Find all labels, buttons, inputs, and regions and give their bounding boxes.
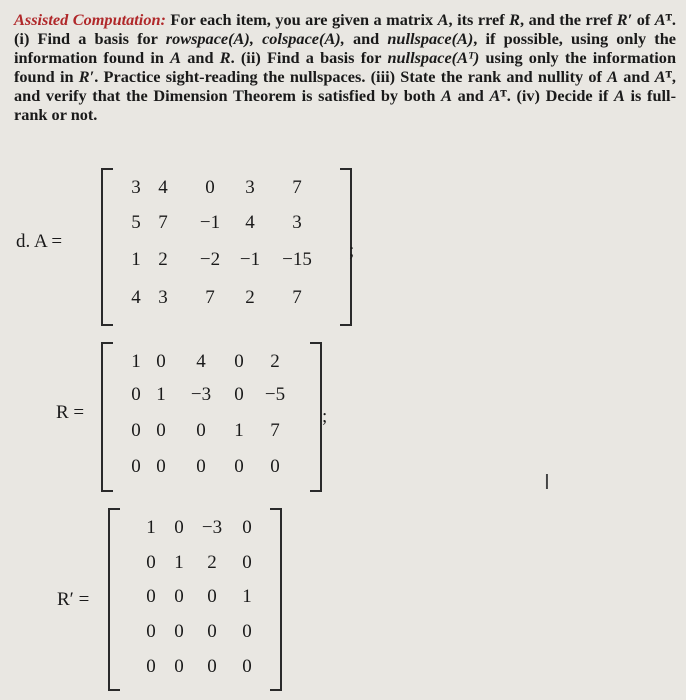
matrix-entry: 4	[196, 351, 206, 372]
matrix-entry: 0	[196, 456, 206, 477]
matrix-entry: 1	[234, 420, 244, 441]
matrix-rprime-label: R′ =	[57, 589, 90, 610]
matrix-entry: 2	[270, 351, 280, 372]
matrix-entry: 3	[245, 177, 255, 198]
problem-text-segment: , its rref	[448, 10, 510, 29]
problem-text-segment: nullspace(Aᵀ)	[387, 48, 480, 67]
matrix-row	[108, 551, 282, 575]
matrix-entry: 1	[156, 384, 166, 405]
matrix-entry: 4	[158, 177, 168, 198]
matrix-entry: 1	[131, 351, 141, 372]
problem-text-segment: ᵀ. (i) Find a basis for	[14, 10, 676, 48]
matrix-entry: 7	[292, 287, 302, 308]
problem-text-segment: ᵀ, and verify that the Dimension Theorem is satisfied by both	[14, 67, 676, 105]
text-cursor-icon: I	[544, 470, 550, 494]
matrix-entry: 3	[292, 212, 302, 233]
problem-text-segment: is full-rank or not.	[14, 86, 676, 124]
matrix-row	[101, 383, 322, 407]
matrix-entry: 0	[146, 552, 156, 573]
matrix-entry: 3	[131, 177, 141, 198]
matrix-a	[101, 168, 355, 326]
problem-text-segment: A	[489, 86, 501, 105]
matrix-entry: 7	[292, 177, 302, 198]
problem-text-segment: R′	[616, 10, 633, 29]
matrix-entry: 0	[207, 656, 217, 677]
matrix-row	[101, 350, 322, 374]
matrix-entry: 0	[234, 456, 244, 477]
problem-statement	[14, 10, 676, 124]
problem-text-segment: A	[654, 67, 666, 86]
matrix-entry: 0	[196, 420, 206, 441]
problem-text-segment: A	[654, 10, 666, 29]
matrix-row	[101, 211, 352, 235]
matrix-entry: 2	[158, 249, 168, 270]
matrix-entry: 0	[207, 586, 217, 607]
matrix-entry: 2	[245, 287, 255, 308]
problem-text-segment: of	[632, 10, 655, 29]
matrix-entry: 0	[156, 420, 166, 441]
matrix-entry: 0	[242, 656, 252, 677]
matrix-r-semicolon: ;	[322, 406, 328, 427]
problem-text-segment: and	[451, 86, 490, 105]
matrix-entry: 0	[131, 384, 141, 405]
matrix-entry: 0	[146, 586, 156, 607]
problem-text-segment: , and the rref	[520, 10, 617, 29]
problem-text-segment: For each item, you are given a matrix	[165, 10, 438, 29]
matrix-entry: −3	[201, 517, 223, 538]
problem-text-segment: , if possible, using only the information found in	[14, 29, 676, 67]
problem-text-segment: A	[613, 86, 625, 105]
problem-lead: Assisted Computation:	[14, 10, 166, 29]
matrix-entry: 0	[146, 656, 156, 677]
matrix-entry: 1	[174, 552, 184, 573]
matrix-entry: −15	[282, 249, 312, 270]
problem-text-segment: . Practice sight-reading the nullspaces. (iii) State the rank and nullity of	[94, 67, 608, 86]
problem-text-segment: and	[352, 29, 388, 48]
matrix-entry: 2	[207, 552, 217, 573]
problem-text-segment: nullspace(A)	[387, 29, 474, 48]
matrix-entry: 0	[174, 656, 184, 677]
matrix-entry: 0	[205, 177, 215, 198]
matrix-entry: 0	[234, 351, 244, 372]
matrix-entry: −1	[199, 212, 221, 233]
matrix-entry: 7	[270, 420, 280, 441]
matrix-row	[101, 286, 352, 310]
matrix-row	[108, 585, 282, 609]
matrix-entry: 1	[146, 517, 156, 538]
problem-text-segment: R′	[78, 67, 95, 86]
matrix-entry: 0	[270, 456, 280, 477]
matrix-entry: 1	[242, 586, 252, 607]
matrix-entry: 0	[174, 586, 184, 607]
problem-text-segment: A	[607, 67, 619, 86]
problem-text-segment: R	[509, 10, 521, 29]
matrix-entry: 0	[156, 456, 166, 477]
matrix-entry: 0	[242, 517, 252, 538]
matrix-entry: 4	[131, 287, 141, 308]
matrix-r	[101, 342, 322, 492]
matrix-entry: 1	[131, 249, 141, 270]
problem-text-segment: A	[441, 86, 452, 105]
matrix-entry: −1	[239, 249, 261, 270]
matrix-row	[108, 655, 282, 679]
problem-text-segment: and	[618, 67, 655, 86]
problem-text-segment: A	[170, 48, 182, 67]
matrix-entry: 0	[207, 621, 217, 642]
matrix-entry: 0	[156, 351, 166, 372]
matrix-entry: 5	[131, 212, 141, 233]
matrix-row	[101, 176, 352, 200]
matrix-entry: 0	[242, 552, 252, 573]
matrix-r-label: R =	[56, 402, 85, 423]
problem-text-segment: . (ii) Find a basis for	[230, 48, 388, 67]
matrix-entry: 0	[146, 621, 156, 642]
problem-text-segment: R	[219, 48, 231, 67]
matrix-row	[101, 419, 322, 443]
matrix-entry: 0	[242, 621, 252, 642]
matrix-row	[101, 455, 322, 479]
matrix-entry: 0	[234, 384, 244, 405]
problem-text-segment: using only the information found in	[14, 48, 676, 86]
problem-text-segment: A	[437, 10, 449, 29]
matrix-entry: 4	[245, 212, 255, 233]
matrix-entry: 3	[158, 287, 168, 308]
matrix-row	[108, 620, 282, 644]
problem-text-segment: ᵀ. (iv) Decide if	[500, 86, 614, 105]
matrix-entry: −5	[264, 384, 286, 405]
matrix-row	[101, 248, 352, 272]
matrix-row	[108, 516, 282, 540]
matrix-entry: −3	[190, 384, 212, 405]
matrix-a-semicolon: ;	[349, 240, 355, 261]
matrix-entry: 0	[174, 517, 184, 538]
matrix-entry: −2	[199, 249, 221, 270]
matrix-entry: 7	[205, 287, 215, 308]
matrix-entry: 0	[131, 456, 141, 477]
matrix-entry: 0	[131, 420, 141, 441]
problem-text-segment: rowspace(A), colspace(A),	[165, 29, 353, 48]
matrix-a-label: d. A =	[16, 231, 63, 252]
matrix-r-prime	[108, 508, 282, 691]
matrix-entry: 0	[174, 621, 184, 642]
problem-text-segment: and	[181, 48, 220, 67]
matrix-entry: 7	[158, 212, 168, 233]
